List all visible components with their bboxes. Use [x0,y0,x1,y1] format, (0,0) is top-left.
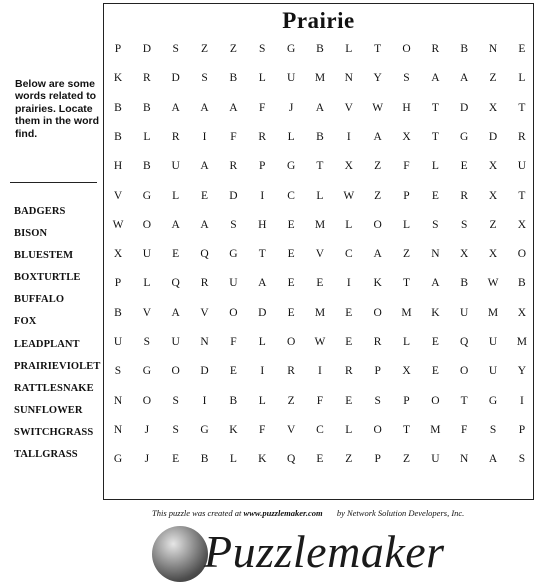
credit-url[interactable]: www.puzzlemaker.com [243,508,323,518]
grid-letter[interactable]: D [200,365,209,378]
grid-letter[interactable]: W [372,101,384,114]
grid-letter[interactable]: O [286,336,296,348]
credit-line [152,508,464,518]
grid-letter[interactable]: P [518,423,526,436]
grid-letter[interactable]: Q [286,453,296,466]
grid-letter[interactable]: F [316,394,324,407]
grid-row [104,188,535,204]
grid-letter[interactable]: X [488,160,498,173]
grid-letter[interactable]: E [201,189,209,202]
grid-letter[interactable]: U [286,72,296,85]
grid-letter[interactable]: X [344,160,353,173]
word-list-item: RATTLESNAKE [14,382,94,394]
grid-letter[interactable]: S [201,72,208,85]
grid-letter[interactable]: E [316,453,324,466]
grid-letter[interactable]: M [401,306,412,319]
grid-letter[interactable]: I [346,277,351,290]
grid-letter[interactable]: X [113,248,123,261]
grid-letter[interactable]: L [345,423,353,436]
grid-letter[interactable]: Z [489,218,497,231]
grid-letter[interactable]: X [488,189,498,202]
grid-letter[interactable]: O [142,218,151,231]
grid-letter[interactable]: L [287,130,295,143]
puzzle-title: Prairie [282,8,355,33]
grid-letter[interactable]: W [343,189,355,202]
grid-letter[interactable]: T [402,277,411,290]
grid-letter[interactable]: V [200,306,209,319]
grid-letter[interactable]: V [286,423,296,436]
grid-letter[interactable]: X [488,101,498,114]
grid-letter[interactable]: K [258,453,267,466]
grid-letter[interactable]: D [460,101,469,114]
grid-letter[interactable]: X [517,218,527,231]
grid-row [104,70,535,86]
grid-letter[interactable]: U [488,365,498,378]
grid-letter[interactable]: I [202,394,207,407]
grid-letter[interactable]: I [260,365,265,378]
grid-letter[interactable]: L [345,43,353,55]
grid-letter[interactable]: R [431,43,440,55]
grid-letter[interactable]: R [229,160,238,173]
grid-letter[interactable]: M [314,72,326,85]
grid-letter[interactable]: F [259,101,266,114]
grid-letter[interactable]: G [488,394,498,407]
grid-letter[interactable]: R [200,277,209,290]
grid-letter[interactable]: E [287,306,295,319]
grid-row [104,100,535,116]
grid-letter[interactable]: T [316,160,324,173]
grid-letter[interactable]: X [402,365,411,378]
grid-letter[interactable]: V [344,101,353,114]
grid-letter[interactable]: U [460,306,469,319]
grid-letter[interactable]: D [171,72,180,85]
grid-letter[interactable]: X [460,248,469,261]
grid-letter[interactable]: W [314,336,326,348]
grid-letter[interactable]: P [114,43,122,55]
grid-letter[interactable]: L [402,218,411,231]
grid-letter[interactable]: S [172,43,179,55]
grid-letter[interactable]: M [487,306,499,319]
grid-letter[interactable]: A [200,101,209,114]
grid-row [104,129,535,145]
grid-letter[interactable]: E [345,306,353,319]
grid-letter[interactable]: S [432,218,439,231]
grid-letter[interactable]: J [144,453,150,466]
puzzlemaker-logo [150,522,460,584]
grid-letter[interactable]: A [431,277,440,290]
grid-letter[interactable]: J [288,101,294,114]
grid-letter[interactable]: S [518,453,526,466]
grid-letter[interactable]: G [286,43,296,55]
grid-letter[interactable]: Q [171,277,180,290]
grid-letter[interactable]: P [114,277,122,290]
word-list-item: BOXTURTLE [14,272,81,284]
globe-icon [152,526,208,582]
grid-letter[interactable]: F [230,130,237,143]
grid-letter[interactable]: L [345,218,353,231]
grid-letter[interactable]: A [229,101,238,114]
instructions: Below are some words related to prairies. Locate them in the word find. [15,78,99,140]
grid-row [104,363,535,379]
grid-letter[interactable]: K [229,423,238,436]
grid-letter[interactable]: B [316,43,324,55]
grid-letter[interactable]: E [431,365,439,378]
divider [10,182,97,183]
grid-letter[interactable]: L [431,160,439,173]
grid-letter[interactable]: A [171,101,180,114]
word-list [14,205,100,470]
grid-letter[interactable]: T [431,130,439,143]
grid-letter[interactable]: Y [373,72,382,85]
grid-row [104,422,535,438]
grid-letter[interactable]: P [403,394,410,407]
grid-letter[interactable]: Z [201,43,209,55]
grid-letter[interactable]: F [259,423,266,436]
word-list-item: FOX [14,316,37,328]
grid-letter[interactable]: W [487,277,499,290]
grid-letter[interactable]: O [142,394,151,407]
grid-letter[interactable]: Z [402,453,411,466]
sidebar [0,0,104,500]
grid-letter[interactable]: A [200,218,209,231]
grid-letter[interactable]: F [403,160,410,173]
grid-row [104,305,535,321]
grid-letter[interactable]: T [460,394,468,407]
word-list-item: BISON [14,228,48,240]
grid-letter[interactable]: U [517,160,527,173]
grid-letter[interactable]: R [171,130,180,143]
grid-letter[interactable]: D [258,306,267,319]
grid-letter[interactable]: R [287,365,295,378]
grid-letter[interactable]: E [316,277,324,290]
grid-letter[interactable]: L [258,394,266,407]
grid-letter[interactable]: X [402,130,411,143]
grid-letter[interactable]: S [374,394,381,407]
grid-letter[interactable]: A [258,277,267,290]
grid-letter[interactable]: E [172,453,180,466]
grid-letter[interactable]: C [287,189,295,202]
grid-letter[interactable]: N [460,453,469,466]
grid-letter[interactable]: V [315,248,325,261]
grid-letter[interactable]: A [488,453,498,466]
grid-letter[interactable]: L [316,189,324,202]
puzzle-box [103,3,534,500]
grid-letter[interactable]: P [374,365,381,378]
grid-letter[interactable]: B [143,101,151,114]
grid-letter[interactable]: U [171,160,180,173]
grid-letter[interactable]: P [403,189,410,202]
grid-letter[interactable]: A [171,218,180,231]
grid-letter[interactable]: A [431,72,440,85]
grid-letter[interactable]: S [489,423,497,436]
grid-letter[interactable]: W [112,218,124,231]
grid-letter[interactable]: G [142,189,151,202]
grid-letter[interactable]: T [518,101,526,114]
grid-letter[interactable]: N [200,336,209,348]
grid-letter[interactable]: Z [489,72,497,85]
grid-letter[interactable]: B [114,101,122,114]
grid-letter[interactable]: G [142,365,151,378]
grid-letter[interactable]: U [431,453,440,466]
grid-letter[interactable]: E [460,160,468,173]
grid-letter[interactable]: D [229,189,238,202]
grid-letter[interactable]: R [344,365,353,378]
grid-letter[interactable]: A [315,101,325,114]
grid-letter[interactable]: U [229,277,238,290]
grid-letter[interactable]: E [431,336,439,348]
word-list-item: TALLGRASS [14,449,78,461]
grid-letter[interactable]: G [229,248,238,261]
grid-letter[interactable]: L [229,453,237,466]
grid-letter[interactable]: Q [200,248,209,261]
grid-letter[interactable]: Y [517,365,527,378]
grid-letter[interactable]: A [373,248,382,261]
grid-letter[interactable]: X [488,248,498,261]
grid-letter[interactable]: Z [229,43,237,55]
grid-letter[interactable]: E [345,394,353,407]
grid-letter[interactable]: L [143,130,151,143]
grid-letter[interactable]: I [260,189,265,202]
grid-letter[interactable]: R [373,336,382,348]
grid-letter[interactable]: K [431,306,440,319]
grid-letter[interactable]: H [258,218,267,231]
credit-prefix: This puzzle was created at [152,508,242,518]
grid-letter[interactable]: E [287,277,295,290]
grid-letter[interactable]: Z [374,189,382,202]
grid-letter[interactable]: R [143,72,151,85]
grid-letter[interactable]: B [460,277,469,290]
grid-letter[interactable]: G [200,423,209,436]
grid-letter[interactable]: B [200,453,209,466]
grid-letter[interactable]: H [402,101,411,114]
grid-letter[interactable]: A [373,130,382,143]
grid-row [104,275,535,291]
grid-row [104,246,535,262]
grid-letter[interactable]: U [142,248,151,261]
grid-letter[interactable]: G [113,453,123,466]
grid-letter[interactable]: I [519,394,524,407]
grid-letter[interactable]: E [229,365,237,378]
grid-letter[interactable]: V [142,306,151,319]
grid-letter[interactable]: N [113,394,123,407]
grid-letter[interactable]: M [516,336,527,348]
grid-letter[interactable]: N [344,72,353,85]
credit-suffix: by Network Solution Developers, Inc. [336,508,465,518]
grid-letter[interactable]: L [143,277,151,290]
grid-letter[interactable]: B [460,43,469,55]
word-list-item: LEADPLANT [14,338,80,350]
grid-letter[interactable]: U [488,336,498,348]
grid-letter[interactable]: E [345,336,353,348]
grid-letter[interactable]: O [171,365,180,378]
grid-letter[interactable]: B [114,130,122,143]
grid-letter[interactable]: L [402,336,411,348]
grid-letter[interactable]: B [229,72,238,85]
grid-letter[interactable]: E [172,248,180,261]
grid-letter[interactable]: S [403,72,410,85]
grid-letter[interactable]: N [431,248,440,261]
grid-letter[interactable]: T [402,423,411,436]
grid-letter[interactable]: Z [345,453,353,466]
grid-letter[interactable]: O [517,248,527,261]
grid-row [104,41,535,57]
grid-letter[interactable]: O [373,423,382,436]
word-list-item: PRAIRIEVIOLET [14,360,101,372]
grid-letter[interactable]: B [316,130,324,143]
grid-letter[interactable]: I [318,365,322,378]
grid-letter[interactable]: S [172,394,179,407]
grid-letter[interactable]: R [258,130,267,143]
grid-letter[interactable]: M [430,423,441,436]
grid-row [104,334,535,350]
grid-letter[interactable]: U [113,336,123,348]
word-list-item: BADGERS [14,206,66,217]
grid-letter[interactable]: G [460,130,469,143]
grid-letter[interactable]: E [518,43,526,55]
grid-letter[interactable]: E [431,189,439,202]
grid-letter[interactable]: E [287,248,295,261]
grid-letter[interactable]: F [460,423,468,436]
grid-letter[interactable]: H [113,160,123,173]
word-list-item: SUNFLOWER [14,404,83,416]
grid-letter[interactable]: L [172,189,180,202]
grid-letter[interactable]: S [460,218,468,231]
grid-letter[interactable]: T [374,43,382,55]
grid-letter[interactable]: R [460,189,469,202]
grid-letter[interactable]: O [402,43,411,55]
word-list-item: BLUESTEM [14,250,74,262]
grid-letter[interactable]: Z [402,248,411,261]
grid-letter[interactable]: D [142,43,151,55]
grid-letter[interactable]: L [258,72,266,85]
grid-row [104,393,535,409]
grid-letter[interactable]: P [259,160,266,173]
grid-letter[interactable]: B [114,306,122,319]
grid-letter[interactable]: A [200,160,209,173]
logo-text: Puzzlemaker [204,526,445,577]
grid-letter[interactable]: S [259,43,266,55]
grid-letter[interactable]: L [518,72,526,85]
grid-letter[interactable]: X [517,306,527,319]
grid-letter[interactable]: P [374,453,381,466]
grid-letter[interactable]: K [373,277,382,290]
grid-letter[interactable]: J [144,423,150,436]
grid-letter[interactable]: Z [374,160,382,173]
grid-letter[interactable]: B [518,277,526,290]
grid-letter[interactable]: E [287,218,295,231]
grid-row [104,158,535,174]
grid-letter[interactable]: O [431,394,440,407]
grid-letter[interactable]: U [171,336,180,348]
grid-letter[interactable]: K [113,72,123,85]
grid-letter[interactable]: Q [460,336,469,348]
grid-letter[interactable]: M [314,306,326,319]
grid-letter[interactable]: I [202,130,207,143]
grid-letter[interactable]: S [143,336,151,348]
grid-letter[interactable]: B [229,394,238,407]
grid-letter[interactable]: F [230,336,237,348]
grid-letter[interactable]: L [258,336,266,348]
grid-letter[interactable]: T [431,101,439,114]
grid-letter[interactable]: B [143,160,151,173]
word-list-item: SWITCHGRASS [14,426,94,438]
grid-letter[interactable]: M [314,218,326,231]
grid-letter[interactable]: O [373,218,382,231]
grid-letter[interactable]: D [488,130,498,143]
grid-row [104,451,535,467]
grid-letter[interactable]: A [460,72,469,85]
grid-row [104,217,535,233]
grid-letter[interactable]: I [346,130,351,143]
grid-letter[interactable]: G [286,160,296,173]
grid-letter[interactable]: A [171,306,180,319]
grid-letter[interactable]: S [230,218,237,231]
word-list-item: BUFFALO [14,294,65,306]
grid-letter[interactable]: S [172,423,179,436]
grid-letter[interactable]: C [316,423,324,436]
grid-letter[interactable]: V [113,189,123,202]
grid-letter[interactable]: S [114,365,122,378]
grid-letter[interactable]: O [373,306,382,319]
grid-letter[interactable]: N [488,43,498,55]
grid-letter[interactable]: N [113,423,123,436]
grid-letter[interactable]: Z [287,394,295,407]
grid-letter[interactable]: T [518,189,526,202]
grid-letter[interactable]: O [229,306,238,319]
grid-letter[interactable]: O [460,365,469,378]
grid-letter[interactable]: R [518,130,526,143]
grid-letter[interactable]: T [258,248,266,261]
grid-letter[interactable]: C [344,248,353,261]
